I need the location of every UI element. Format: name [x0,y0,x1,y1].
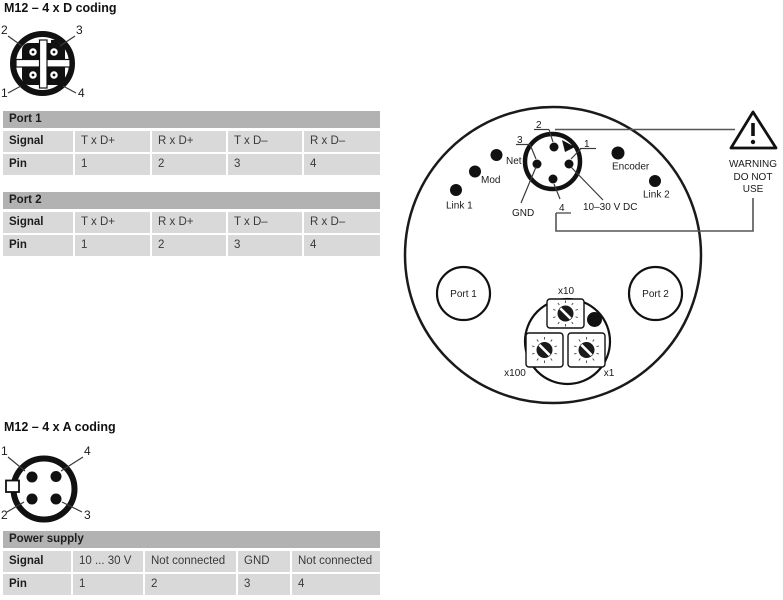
table-cell: 1 [73,154,152,175]
d-pin-label-3: 3 [76,23,83,37]
pin-1-dot [565,160,574,169]
table-cell: 3 [236,574,292,595]
mod-led-icon [469,166,481,178]
power-table-header: Power supply [3,531,380,548]
a-connector-keyway-notch [6,481,19,493]
a-pin-label-4: 4 [84,444,91,458]
table-cell: 10 ... 30 V [71,551,145,572]
x100-label: x100 [504,368,526,379]
table-cell: 3 [226,235,304,256]
x10-label: x10 [557,286,575,297]
device-rear-view-diagram [390,95,783,410]
a-pin-label-2: 2 [1,508,8,522]
port2-signal-row [3,212,380,233]
table-cell: 4 [302,154,380,175]
warning-triangle-icon [731,112,776,148]
table-cell: 4 [290,574,380,595]
pin-4-label: 4 [559,203,565,214]
table-cell: R x D+ [150,131,228,152]
signal-row-label: Signal [3,131,75,152]
port2-pin-row [3,235,380,256]
signal-row-label: Signal [3,551,73,572]
pin-2-label: 2 [536,120,542,131]
a-coding-title: M12 – 4 x A coding [4,420,116,434]
cluster-dot-icon [587,312,602,327]
link2-led-icon [649,175,661,187]
table-cell: 2 [150,154,228,175]
table-cell: R x D– [302,131,380,152]
table-cell: R x D– [302,212,380,233]
table-cell: R x D+ [150,212,228,233]
power-voltage-label: 10–30 V DC [583,202,638,213]
table-cell: T x D– [226,131,304,152]
port2-table-header: Port 2 [3,192,380,209]
warning-text-line1: WARNING [729,159,777,170]
table-cell: 2 [143,574,238,595]
a-pin-label-3: 3 [84,508,91,522]
net-led-icon [491,149,503,161]
pin-3-dot [533,160,542,169]
table-cell: T x D– [226,212,304,233]
table-cell: Not connected [143,551,238,572]
port1-table [3,111,380,175]
mod-led-label: Mod [481,175,501,186]
d-connector-key-nub [51,40,59,47]
table-cell: GND [236,551,292,572]
pin-1-label: 1 [584,139,590,150]
table-cell: 1 [71,574,145,595]
d-pin-label-1: 1 [1,86,8,100]
pin-4-dot [549,175,558,184]
x1-label: x1 [603,368,615,379]
d-connector-cross-vertical [40,40,48,88]
port1-table-header: Port 1 [3,111,380,128]
port1-circle-label: Port 1 [450,289,477,300]
link2-led-label: Link 2 [643,189,670,201]
table-cell: Not connected [290,551,380,572]
table-cell: T x D+ [73,212,152,233]
signal-row-label: Signal [3,212,75,233]
d-pin-label-2: 2 [1,23,8,37]
a-coding-connector-diagram [0,441,100,533]
pin-row-label: Pin [3,235,75,256]
encoder-led-label: Encoder [612,161,650,173]
link1-led-icon [450,184,462,196]
d-coding-title: M12 – 4 x D coding [4,1,117,15]
table-cell: 2 [150,235,228,256]
encoder-led-icon [612,147,625,160]
pin-3-label: 3 [517,135,523,146]
pin-row-label: Pin [3,574,73,595]
pin-2-dot [550,143,559,152]
port1-signal-row [3,131,380,152]
power-pin-row [3,574,380,595]
warning-text-line3: USE [742,184,764,195]
a-pin-label-1: 1 [1,444,8,458]
power-signal-row [3,551,380,572]
table-cell: 3 [226,154,304,175]
power-supply-table [3,531,380,595]
table-cell: T x D+ [73,131,152,152]
net-led-label: Net [506,156,522,167]
port1-pin-row [3,154,380,175]
link1-led-label: Link 1 [446,200,473,212]
pin-row-label: Pin [3,154,75,175]
table-cell: 1 [73,235,152,256]
d-coding-connector-diagram [0,16,100,108]
port2-table [3,192,380,256]
table-cell: 4 [302,235,380,256]
d-pin-label-4: 4 [78,86,85,100]
port2-circle-label: Port 2 [642,289,669,300]
gnd-label: GND [512,208,535,219]
warning-text-line2: DO NOT [733,172,773,183]
